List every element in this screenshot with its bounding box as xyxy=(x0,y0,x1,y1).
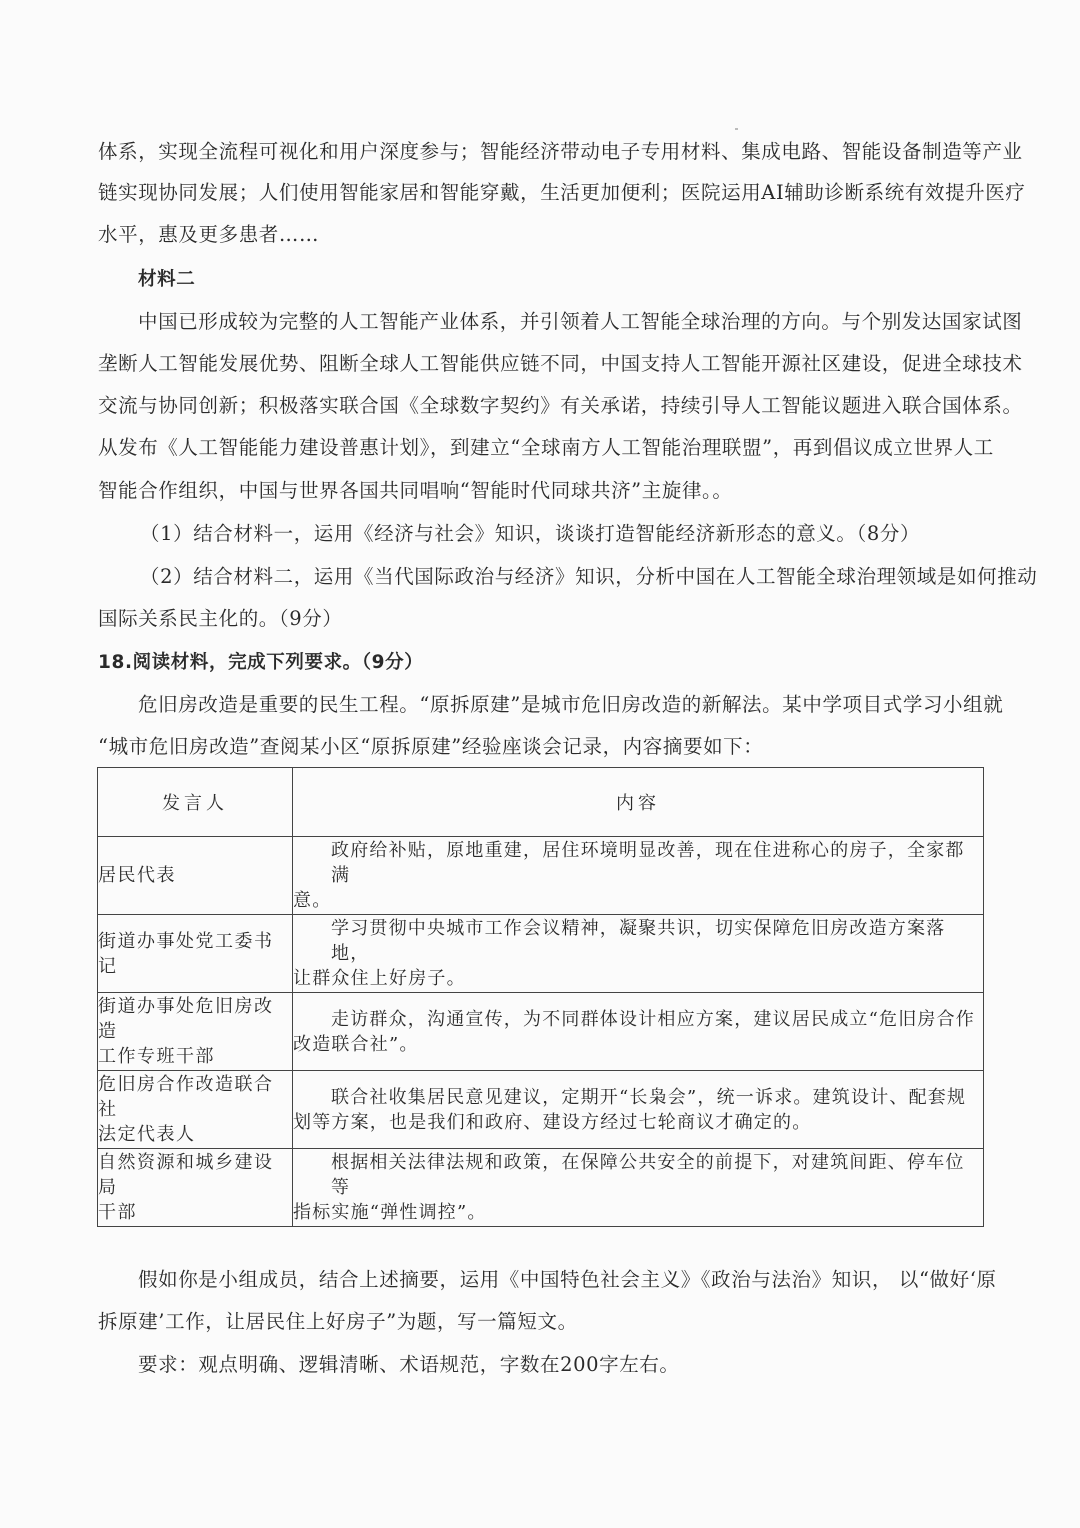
content-text: 走访群众，沟通宣传，为不同群体设计相应方案，建议居民成立“危旧房合作 xyxy=(331,1008,975,1030)
content-text: 指标实施“弹性调控”。 xyxy=(293,1202,487,1223)
header-content: 内容 xyxy=(293,768,984,837)
content-text: 划等方案，也是我们和政府、建设方经过七轮商议才确定的。 xyxy=(293,1111,812,1133)
content-cell xyxy=(293,1149,984,1227)
content-text: 学习贯彻中央城市工作会议精神，凝聚共识，切实保障危旧房改造方案落地， xyxy=(331,918,946,964)
speaker-text: 自然资源和城乡建设局 xyxy=(98,1152,274,1198)
table-row xyxy=(98,837,984,915)
question-17-part-2-line-2: 国际关系民主化的。（9分） xyxy=(98,607,343,630)
scan-speck xyxy=(735,128,738,130)
speaker-cell xyxy=(98,837,293,915)
speaker-text: 街道办事处党工委书记 xyxy=(98,930,274,977)
table-row xyxy=(98,993,984,1071)
material-one-line-1: 体系，实现全流程可视化和用户深度参与；智能经济带动电子专用材料、集成电路、智能设备制造等产业 xyxy=(98,140,1023,163)
content-text: 政府给补贴，原地重建，居住环境明显改善，现在住进称心的房子，全家都满 xyxy=(331,840,965,886)
material-two-line-5: 智能合作组织，中国与世界各国共同唱响“智能时代同球共济”主旋律。。 xyxy=(98,479,733,502)
content-cell xyxy=(293,1071,984,1149)
content-cell xyxy=(293,993,984,1071)
speaker-cell xyxy=(98,1149,293,1227)
speaker-text: 居民代表 xyxy=(98,865,176,886)
header-speaker: 发言人 xyxy=(98,768,293,837)
content-text: 改造联合社”。 xyxy=(293,1033,419,1055)
question-18-intro-line-2: “城市危旧房改造”查阅某小区“原拆原建”经验座谈会记录，内容摘要如下： xyxy=(98,735,764,758)
speaker-text: 危旧房合作改造联合社 xyxy=(98,1074,274,1120)
content-cell xyxy=(293,915,984,993)
content-text: 联合社收集居民意见建议，定期开“长枭会”，统一诉求。建筑设计、配套规 xyxy=(331,1086,967,1108)
task-requirement: 要求：观点明确、逻辑清晰、术语规范，字数在200字左右。 xyxy=(138,1353,680,1376)
table-row xyxy=(98,915,984,993)
task-line-1: 假如你是小组成员，结合上述摘要，运用《中国特色社会主义》《政治与法治》知识， 以“做好‘原 xyxy=(138,1268,997,1291)
speaker-cell xyxy=(98,1071,293,1149)
material-two-line-2: 垄断人工智能发展优势、阻断全球人工智能供应链不同，中国支持人工智能开源社区建设，促进全球技术 xyxy=(98,352,1023,375)
content-cell xyxy=(293,837,984,915)
content-text: 根据相关法律法规和政策，在保障公共安全的前提下，对建筑间距、停车位等 xyxy=(331,1152,965,1198)
meeting-summary-table xyxy=(97,767,984,1227)
question-18-heading: 18.阅读材料，完成下列要求。（9分） xyxy=(98,652,424,673)
question-17-part-1: （1）结合材料一，运用《经济与社会》知识，谈谈打造智能经济新形态的意义。（8分） xyxy=(140,522,921,545)
material-two-line-3: 交流与协同创新；积极落实联合国《全球数字契约》有关承诺，持续引导人工智能议题进入联合国体系。 xyxy=(98,394,1023,417)
material-one-line-2: 链实现协同发展；人们使用智能家居和智能穿戴，生活更加便利；医院运用AI辅助诊断系统有效提升医疗 xyxy=(98,181,1026,204)
material-two-heading: 材料二 xyxy=(138,269,196,290)
material-one-line-3: 水平，惠及更多患者…… xyxy=(98,223,320,246)
question-18-intro-line-1: 危旧房改造是重要的民生工程。“原拆原建”是城市危旧房改造的新解法。某中学项目式学习小组就 xyxy=(138,693,1004,716)
speaker-text: 干部 xyxy=(98,1202,137,1223)
material-two-line-1: 中国已形成较为完整的人工智能产业体系，并引领着人工智能全球治理的方向。与个别发达国家试图 xyxy=(138,310,1023,333)
task-line-2: 拆原建’工作，让居民住上好房子”为题，写一篇短文。 xyxy=(98,1310,578,1333)
speaker-text: 工作专班干部 xyxy=(98,1046,215,1067)
speaker-cell xyxy=(98,993,293,1071)
speaker-text: 街道办事处危旧房改造 xyxy=(98,996,274,1042)
speaker-text: 法定代表人 xyxy=(98,1124,196,1145)
table-row xyxy=(98,1149,984,1227)
content-text: 让群众住上好房子。 xyxy=(293,968,466,989)
speaker-cell xyxy=(98,915,293,993)
content-text: 意。 xyxy=(293,890,332,911)
table-header-row xyxy=(98,768,984,837)
question-17-part-2-line-1: （2）结合材料二，运用《当代国际政治与经济》知识，分析中国在人工智能全球治理领域是如何推动 xyxy=(140,565,1038,588)
material-two-line-4: 从发布《人工智能能力建设普惠计划》，到建立“全球南方人工智能治理联盟”，再到倡议成立世界人工 xyxy=(98,436,994,459)
table-row xyxy=(98,1071,984,1149)
